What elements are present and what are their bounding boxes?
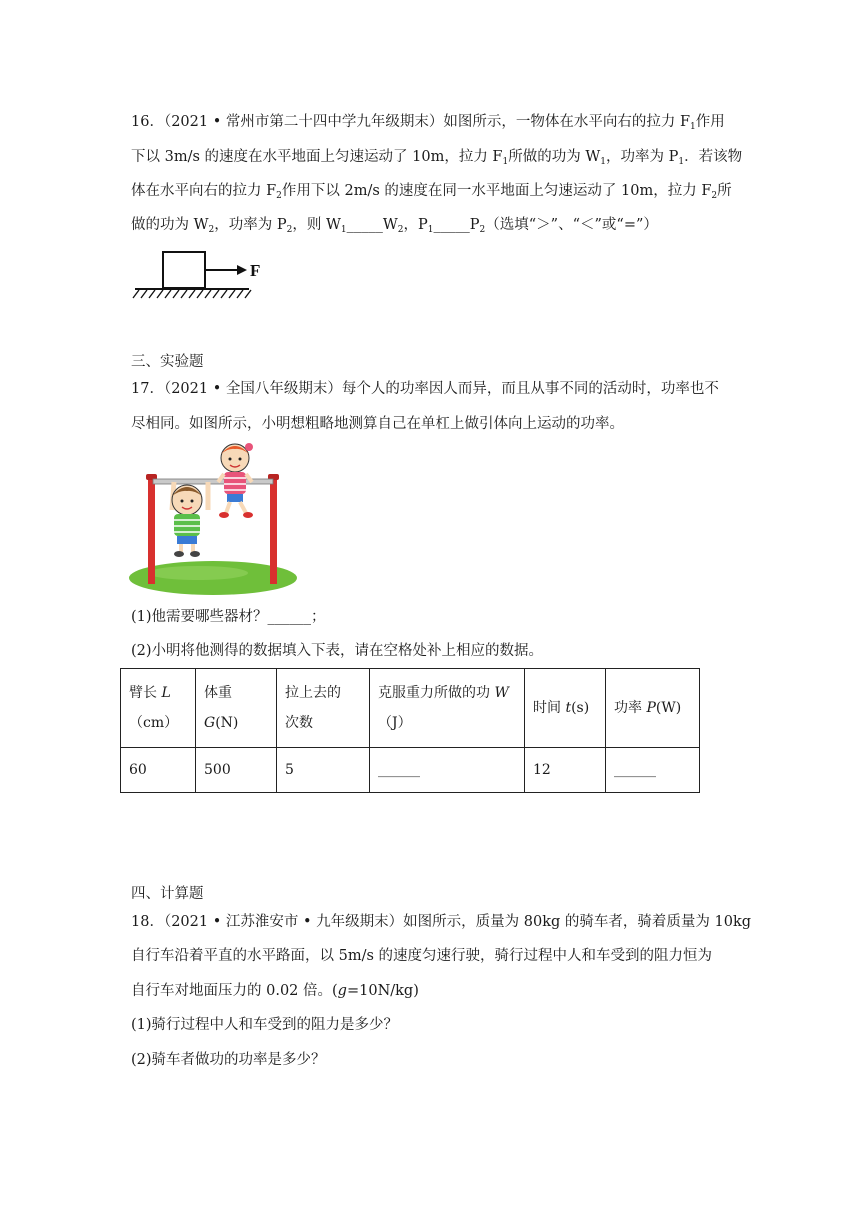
q18-sub-2: (2)骑车者做功的功率是多少？ bbox=[131, 1052, 326, 1068]
cell-work-blank[interactable]: ______ bbox=[370, 748, 525, 793]
cell-pull-count: 5 bbox=[277, 748, 370, 793]
force-label: F bbox=[250, 261, 261, 280]
header-work: 克服重力所做的功 W （J） bbox=[370, 669, 525, 748]
q17-line-1: 17．（2021 • 全国八年级期末）每个人的功率因人而异，而且从事不同的活动时，功率也不 bbox=[131, 381, 719, 397]
section-3-heading: 三、实验题 bbox=[131, 354, 204, 370]
header-power: 功率 P(W) bbox=[606, 669, 700, 748]
cell-time: 12 bbox=[525, 748, 606, 793]
answer-blank-equipment[interactable]: ______ bbox=[267, 609, 312, 625]
q16-line-3: 体在水平向右的拉力 $F_2$作用下以 2m/s 的速度在同一水平地面上匀速运动了 10m，拉力 $F_2$所 bbox=[131, 183, 732, 201]
cell-weight: 500 bbox=[196, 748, 277, 793]
section-4-heading: 四、计算题 bbox=[131, 886, 204, 902]
block-force-figure bbox=[131, 246, 267, 302]
header-pull-count: 拉上去的 次数 bbox=[277, 669, 370, 748]
table-header-row bbox=[121, 669, 700, 748]
q17-sub-2: (2)小明将他测得的数据填入下表，请在空格处补上相应的数据。 bbox=[131, 643, 544, 659]
cell-arm-length: 60 bbox=[121, 748, 196, 793]
q17-sub-1: (1)他需要哪些器材？______； bbox=[131, 609, 326, 625]
cell-power-blank[interactable]: ______ bbox=[606, 748, 700, 793]
answer-blank-p[interactable]: _____ bbox=[433, 217, 470, 233]
q18-sub-1: (1)骑行过程中人和车受到的阻力是多少？ bbox=[131, 1017, 399, 1033]
measurement-table bbox=[120, 668, 700, 793]
header-time: 时间 t(s) bbox=[525, 669, 606, 748]
q18-line-3: 自行车对地面压力的 0.02 倍。(g=10N/kg) bbox=[131, 983, 419, 999]
q18-line-1: 18．（2021 • 江苏淮安市 • 九年级期末）如图所示，质量为 80kg 的骑车者，骑着质量为 10kg bbox=[131, 914, 752, 930]
header-arm-length: 臂长 L （cm） bbox=[121, 669, 196, 748]
q17-line-2: 尽相同。如图所示，小明想粗略地测算自己在单杠上做引体向上运动的功率。 bbox=[131, 416, 624, 432]
q16-line-4: 做的功为 $W_2$，功率为 $P_2$，则 $W_1\_\_\_\_\_W_2$，$P_1\_\_\_\_\_P_2$（选填“＞”、“＜”或“=”） bbox=[131, 217, 658, 235]
answer-blank-w[interactable]: _____ bbox=[346, 217, 383, 233]
q18-line-2: 自行车沿着平直的水平路面，以 5m/s 的速度匀速行驶，骑行过程中人和车受到的阻力恒为 bbox=[131, 948, 713, 964]
table-row bbox=[121, 748, 700, 793]
q16-line-1: 16．（2021 • 常州市第二十四中学九年级期末）如图所示，一物体在水平向右的拉力 $F_1$作用 bbox=[131, 114, 725, 132]
q16-line-2: 下以 3m/s 的速度在水平地面上匀速运动了 10m，拉力 $F_1$所做的功为 $W_1$，功率为 $P_1$．若该物 bbox=[131, 149, 743, 167]
header-weight: 体重 G(N) bbox=[196, 669, 277, 748]
pull-up-illustration bbox=[128, 440, 298, 598]
